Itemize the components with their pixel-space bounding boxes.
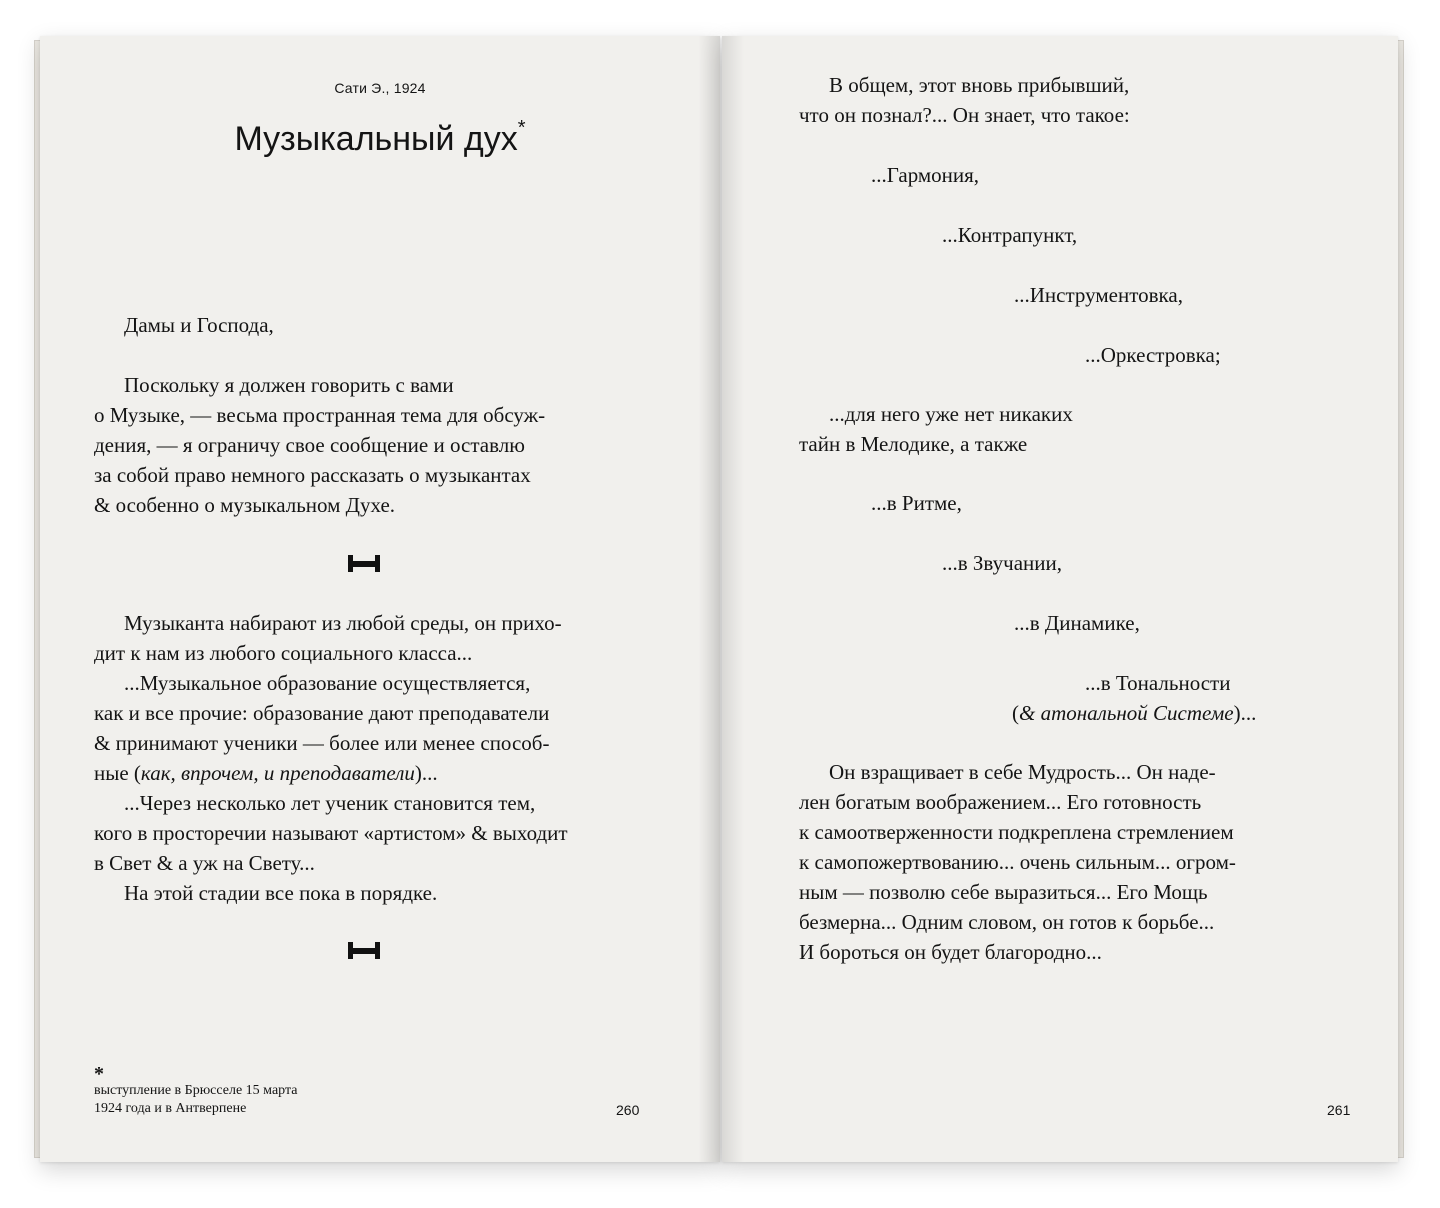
text-line: & особенно о музыкальном Духе.: [94, 493, 396, 517]
title-text: Музыкальный дух: [234, 120, 518, 158]
list-item: [871, 160, 979, 190]
text-line: В общем, этот вновь прибывший,: [829, 73, 1130, 97]
list-item: [1014, 608, 1140, 638]
list-item-note: [1012, 698, 1256, 728]
text-line: На этой стадии все пока в порядке.: [124, 881, 438, 905]
text-line: безмерна... Одним словом, он готов к борьбе...: [799, 910, 1215, 934]
text-line: И бороться он будет благородно...: [799, 940, 1102, 964]
footnote: [94, 1063, 298, 1118]
text-line: лен богатым воображением... Его готовность: [799, 790, 1202, 814]
text-line: ...в Тональности: [1085, 671, 1231, 695]
text-line: к самопожертвованию... очень сильным... огром-: [799, 850, 1236, 874]
text-line: Он взращивает в себе Мудрость... Он наде-: [829, 760, 1216, 784]
page-number: 261: [1327, 1102, 1351, 1118]
text-line: ...Оркестровка;: [1085, 343, 1221, 367]
italic-aside: как, впрочем, и преподаватели: [140, 761, 415, 785]
paragraph-melody: [799, 399, 1073, 459]
right-page: [722, 36, 1398, 1162]
text-line: к самоотверженности подкреплена стремлением: [799, 820, 1234, 844]
text-line: ...Музыкальное образование осуществляется,: [124, 671, 531, 695]
text-line: Поскольку я должен говорить с вами: [124, 373, 454, 397]
text-line: ...в Ритме,: [871, 491, 962, 515]
text-line: Дамы и Господа,: [124, 313, 274, 337]
text-run: (: [1012, 701, 1019, 725]
paragraph-intro: [94, 370, 545, 520]
text-line: ...для него уже нет никаких: [829, 402, 1073, 426]
footnote-reference: *: [517, 116, 526, 139]
list-item: [1014, 280, 1183, 310]
left-page: [40, 36, 720, 1162]
book-spread: [34, 36, 1404, 1162]
text-line: дит к нам из любого социального класса...: [94, 641, 473, 665]
gutter-shadow: [722, 36, 744, 1162]
text-line: кого в просторечии называют «артистом» & выходит: [94, 821, 568, 845]
list-item: [1085, 340, 1221, 370]
text-line: тайн в Мелодике, а также: [799, 432, 1028, 456]
text-run: )...: [414, 761, 438, 785]
paragraph-greeting: [94, 310, 274, 340]
text-line: ...в Динамике,: [1014, 611, 1140, 635]
footnote-line: 1924 года и в Антверпене: [94, 1101, 247, 1116]
text-line: ...Через несколько лет ученик становится тем,: [124, 791, 536, 815]
list-item: [1085, 668, 1230, 698]
list-item: [942, 548, 1062, 578]
text-line: в Свет & а уж на Свету...: [94, 851, 315, 875]
text-line: ...Инструментовка,: [1014, 283, 1183, 307]
text-line: дения, — я ограничу свое сообщение и оставлю: [94, 433, 525, 457]
text-line: за собой право немного рассказать о музыкантах: [94, 463, 531, 487]
page-title: [40, 116, 720, 159]
text-line: Музыканта набирают из любой среды, он прихо-: [124, 611, 562, 635]
section-divider-ornament: [348, 942, 380, 958]
text-line: & принимают ученики — более или менее способ-: [94, 731, 550, 755]
text-line: о Музыке, — весьма пространная тема для обсуж-: [94, 403, 546, 427]
text-line: ным — позволю себе выразиться... Его Мощь: [799, 880, 1208, 904]
text-line: ...в Звучании,: [942, 551, 1062, 575]
text-line: как и все прочие: образование дают преподаватели: [94, 701, 550, 725]
paragraph-musician: [94, 608, 568, 908]
list-item: [871, 488, 962, 518]
running-head: Сати Э., 1924: [334, 80, 426, 96]
text-line: [94, 758, 568, 788]
text-line: ...Гармония,: [871, 163, 980, 187]
text-line: ...Контрапункт,: [942, 223, 1078, 247]
paragraph-question: [799, 70, 1130, 130]
footnote-mark: *: [94, 1063, 104, 1085]
gutter-shadow: [698, 36, 720, 1162]
section-divider-ornament: [348, 555, 380, 571]
list-item: [942, 220, 1077, 250]
text-run: )...: [1233, 701, 1257, 725]
page-number: 260: [616, 1102, 640, 1118]
text-line: [1012, 698, 1256, 728]
paragraph-wisdom: [799, 757, 1236, 967]
footnote-line: выступление в Брюсселе 15 марта: [94, 1083, 298, 1098]
text-run: ные (: [94, 761, 141, 785]
text-line: что он познал?... Он знает, что такое:: [799, 103, 1130, 127]
italic-aside: & атональной Системе: [1019, 701, 1234, 725]
